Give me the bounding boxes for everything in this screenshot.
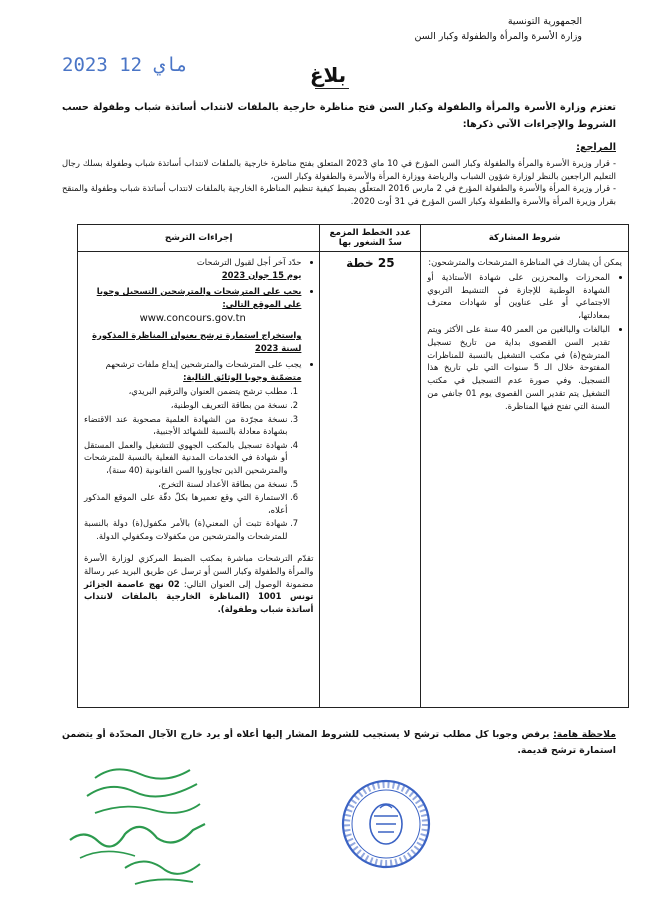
positions-count: 25 خطة [320, 252, 421, 708]
document-item: 7. شهادة تثبت أن المعني(ة) بالأمر مكفول(ة) دولة بالنسبة للمترشحات والمترشحين من مكفولات ومكفولي الدولة. [84, 517, 287, 542]
signature-icon [65, 758, 215, 898]
conditions-cell [421, 252, 629, 708]
header-conditions: شروط المشاركة [421, 225, 629, 252]
documents-intro-bold: متضمّنة وجوبا الوثائق التالية: [183, 371, 302, 382]
important-note [62, 727, 616, 759]
deadline-item [84, 256, 301, 281]
letterhead-country: الجمهورية التونسية [507, 16, 582, 27]
document-item: 4. شهادة تسجيل بالمكتب الجهوي للتشغيل والعمل المستقل أو شهادة في الخدمات المدنية الفعلية بالنسبة للمترشحات والمترشحين الذين تجاوزوا السن القانونية (40 سنة)، [84, 439, 287, 477]
note-text: يرفض وجوبا كل مطلب ترشح لا يستجيب للشروط المشار إليها أعلاه أو يرد خارج الآجال المحدّدة أو يتضمن استمارة ترشح قديمة. [62, 729, 616, 756]
references-list [62, 157, 616, 207]
official-seal-icon [340, 778, 432, 870]
letterhead-ministry: وزارة الأسرة والمرأة والطفولة وكبار السن [414, 31, 582, 42]
note-label: ملاحظة هامة: [553, 729, 616, 740]
header-positions: عدد الخطط المزمع سدّ الشغور بها [320, 225, 421, 252]
deadline-text: حدّد آخر أجل لقبول الترشحات [196, 257, 302, 267]
registration-text: يجب على المترشحات والمترشحين التسجيل وجوبا على الموقع التالي: [96, 286, 302, 309]
documents-intro: يجب على المترشحات والمترشحين إيداع ملفات ترشحهم [105, 359, 302, 370]
submission-block [84, 552, 313, 615]
references-heading: المراجع: [576, 142, 616, 153]
deadline-date: يوم 15 جوان 2023 [221, 269, 302, 280]
document-item: 6. الاستمارة التي وقع تعميرها بكلّ دقّة على الموقع المذكور أعلاه، [84, 491, 287, 516]
document-item: 2. نسخة من بطاقة التعريف الوطنية، [84, 399, 287, 412]
reference-item: - قرار وزيرة الأسرة والمرأة والطفولة وكبار السن المؤرخ في 10 ماي 2023 المتعلق بفتح مناظرة خارجية بالملفات لانتداب أساتذة شباب وطفولة بسلك رجال التعليم الراجعين بالنظر لوزارة شؤون الشباب والرياضة ووزارة المرأة والأسرة والطفولة وكبار السن، [62, 158, 616, 181]
letterhead [414, 14, 582, 44]
condition-item: • المحرزات والمحرزين على شهادة الأستاذية أو الشهادة الوطنية للإجازة في التنشيط التربوي الاجتماعي أو على عناوين أو شهادات معترف بمعادلتها، [427, 271, 610, 322]
form-text: واستخراج استمارة ترشح بعنوان المناظرة المذكورة لسنة 2023 [92, 329, 302, 353]
submission-text: تقدّم الترشحات مباشرة بمكتب الضبط المركزي لوزارة الأسرة والمرأة والطفولة وكبار السن أو ترسل عن طريق البريد عبر رسالة مضمونة الوصول إلى العنوان التالي: [84, 553, 314, 589]
documents-item [84, 358, 301, 542]
registration-item [84, 285, 301, 354]
header-procedures: إجراءات الترشح [78, 225, 320, 252]
document-item: 5. نسخة من بطاقة الأعداد لسنة التخرج، [84, 478, 287, 491]
procedures-cell [78, 252, 320, 708]
submission-address: 02 نهج عاصمة الجزائر تونس 1001 (المناظرة الخارجية بالملفات لانتداب أساتذة شباب وطفولة). [84, 578, 314, 614]
page-title: بلاغ [309, 63, 347, 87]
reference-item: - قرار وزيرة المرأة والأسرة والطفولة المؤرخ في 2 مارس 2016 المتعلّق بضبط كيفية تنظيم المناظرة الخارجية بالملفات لانتداب أساتذة شباب وطفولة والمنقح بقرار وزيرة المرأة والأسرة والطفولة وكبار السن المؤرخ في 31 أوت 2020. [62, 183, 616, 206]
conditions-intro: يمكن أن يشارك في المناظرة المترشحات والمترشحون: [428, 257, 622, 267]
document-item: 1. مطلب ترشح يتضمن العنوان والترقيم البريدي، [84, 385, 287, 398]
title-underline [315, 88, 349, 89]
condition-item: • البالغات والبالغين من العمر 40 سنة على الأكثر ويتم تقدير السن القصوى بداية من تاريخ تسجيل المترشح(ة) في مكتب التشغيل بالنسبة للمناظرات المفتوحة خلال الـ 5 سنوات التي تلي تاريخ هذا التسجيل. وفي صورة عدم التسجيل في مكتب التشغيل يتم تقدير السن القصوى يوم 01 جانفي من السنة التي تفتح فيها المناظرة. [427, 323, 610, 413]
document-item: 3. نسخة مجرّدة من الشهادة العلمية مصحوبة عند الاقتضاء بشهادة معادلة بالنسبة للشهائد الأجنبية، [84, 413, 287, 438]
website-link[interactable]: www.concours.gov.tn [139, 313, 246, 325]
conditions-table [77, 224, 629, 708]
date-stamp: 2023 ماي 12 [62, 54, 188, 76]
intro-paragraph: تعتزم وزارة الأسرة والمرأة والطفولة وكبار السن فتح مناظرة خارجية بالملفات لانتداب أساتذة شباب وطفولة حسب الشروط والإجراءات الآتي ذكرها: [62, 102, 616, 130]
